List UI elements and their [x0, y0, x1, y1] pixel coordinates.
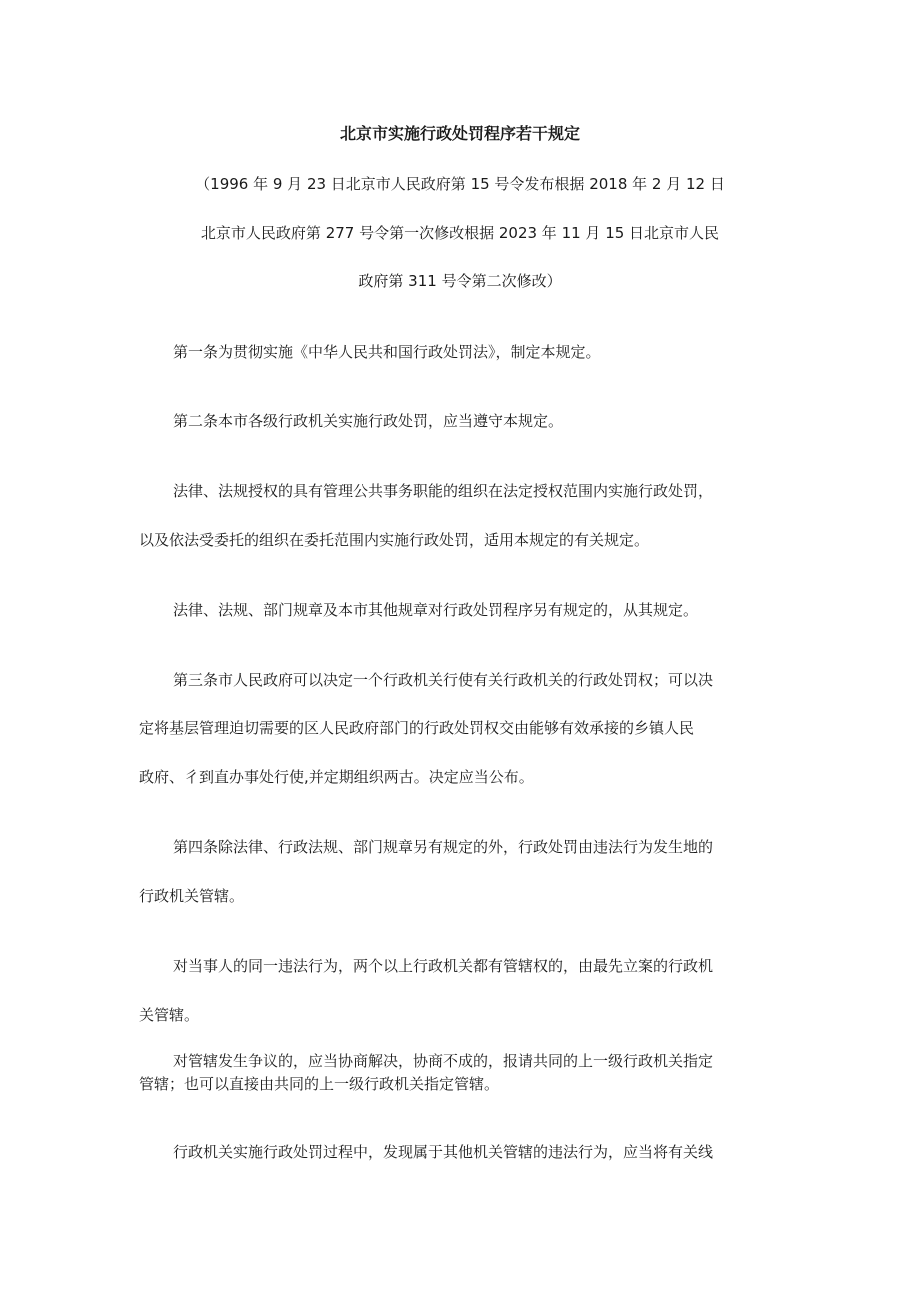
article-1: 第一条为贯彻实施《中华人民共和国行政处罚法》，制定本规定。: [173, 343, 601, 361]
article-3-line-2: 定将基层管理迫切需要的区人民政府部门的行政处罚权交由能够有效承接的乡镇人民: [139, 719, 695, 737]
note-line-3: 政府第 311 号令第二次修改）: [358, 272, 562, 290]
paragraph-same-violation-line-1: 对当事人的同一违法行为，两个以上行政机关都有管辖权的，由最先立案的行政机: [173, 957, 714, 975]
paragraph-dispute-line-1: 对管辖发生争议的，应当协商解决，协商不成的，报请共同的上一级行政机关指定: [173, 1052, 714, 1070]
document-title: 北京市实施行政处罚程序若干规定: [339, 124, 580, 143]
paragraph-same-violation-line-2: 关管辖。: [139, 1006, 200, 1024]
paragraph-authorized-line-2: 以及依法受委托的组织在委托范围内实施行政处罚，适用本规定的有关规定。: [139, 531, 650, 549]
note-line-2: 北京市人民政府第 277 号令第一次修改根据 2023 年 11 月 15 日北京市人民: [200, 224, 720, 242]
note-line-1: （1996 年 9 月 23 日北京市人民政府第 15 号令发布根据 2018 年 2 月 12 日: [195, 175, 725, 193]
article-3-line-1: 第三条市人民政府可以决定一个行政机关行使有关行政机关的行政处罚权；可以决: [173, 671, 714, 689]
paragraph-authorized-line-1: 法律、法规授权的具有管理公共事务职能的组织在法定授权范围内实施行政处罚，: [173, 482, 714, 500]
paragraph-other-rules: 法律、法规、部门规章及本市其他规章对行政处罚程序另有规定的，从其规定。: [173, 601, 699, 619]
article-4-line-1: 第四条除法律、行政法规、部门规章另有规定的外，行政处罚由违法行为发生地的: [173, 838, 714, 856]
article-4-line-2: 行政机关管辖。: [139, 887, 245, 905]
article-3-line-3: 政府、彳到直办事处行使,并定期组织两古。决定应当公布。: [139, 768, 534, 786]
article-2: 第二条本市各级行政机关实施行政处罚，应当遵守本规定。: [173, 412, 564, 430]
paragraph-transfer: 行政机关实施行政处罚过程中，发现属于其他机关管辖的违法行为，应当将有关线: [173, 1143, 714, 1161]
paragraph-dispute-line-2: 管辖；也可以直接由共同的上一级行政机关指定管辖。: [139, 1075, 500, 1093]
